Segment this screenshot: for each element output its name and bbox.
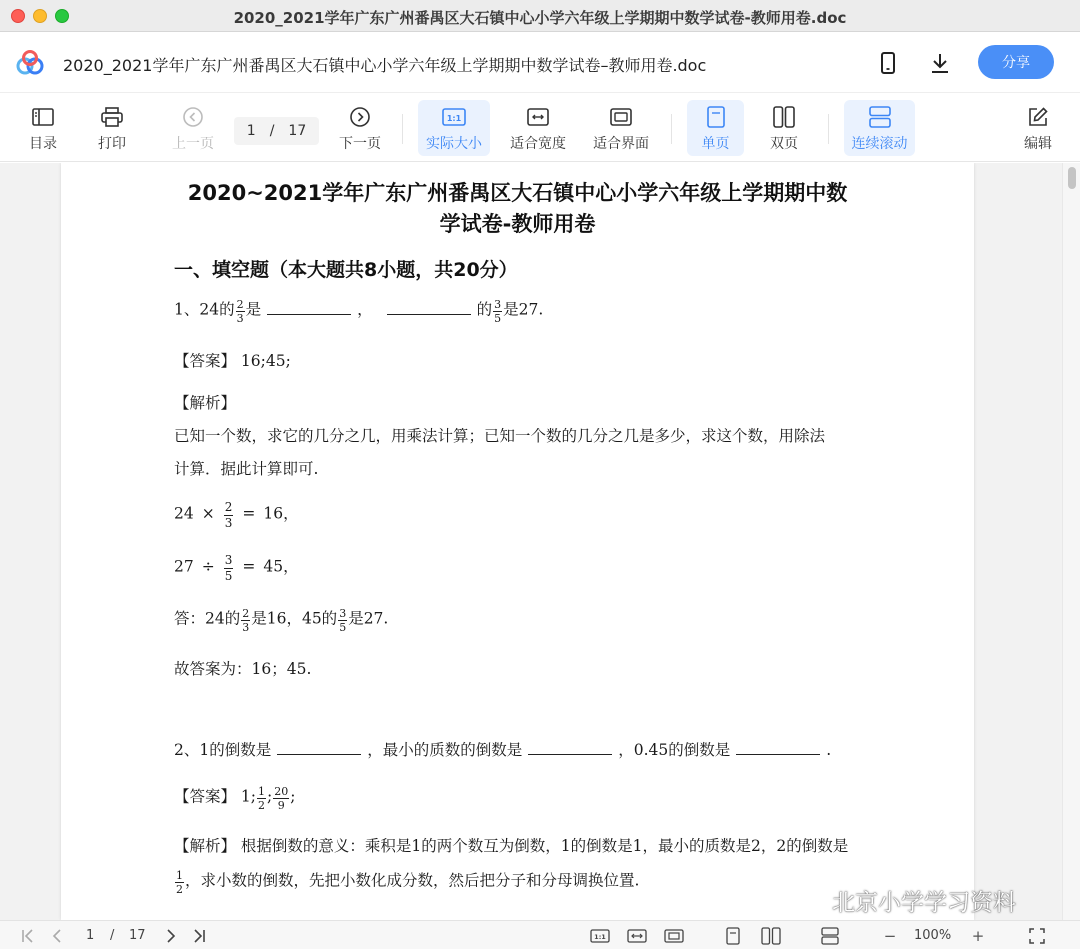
- chevron-left-circle-icon: [181, 106, 205, 128]
- fit-width-label: 适合宽度: [510, 136, 566, 152]
- prev-page-label: 上一页: [172, 136, 214, 152]
- print-button[interactable]: [90, 100, 134, 156]
- toolbar: [0, 94, 1080, 162]
- answer-blank: [387, 301, 471, 315]
- single-page-icon: [704, 106, 728, 128]
- prev-page-button[interactable]: [168, 100, 218, 156]
- app-header: [0, 33, 1080, 93]
- toolbar-divider: [828, 114, 829, 144]
- question-1-answer: 【答案】 16;45;: [174, 352, 291, 370]
- bottom-total-pages: 17: [129, 928, 146, 943]
- svg-text:1:1: 1:1: [446, 114, 462, 123]
- continuous-scroll-label: 连续滚动: [851, 136, 908, 152]
- fraction: $\frac{2}{3}$: [236, 298, 244, 325]
- zoom-in-button[interactable]: +: [971, 927, 985, 945]
- document-name: 2020_2021学年广东广州番禺区大石镇中心小学六年级上学期期中数学试卷–教师用卷.doc: [63, 56, 707, 75]
- bottom-current-page[interactable]: 1: [86, 928, 95, 943]
- fit-screen-icon[interactable]: [664, 926, 684, 946]
- last-page-icon[interactable]: [189, 926, 209, 946]
- first-page-icon[interactable]: [18, 926, 38, 946]
- app-logo-icon: [15, 50, 45, 76]
- fraction: $\frac{3}{5}$: [494, 298, 502, 325]
- watermark: [788, 884, 1016, 917]
- toc-button[interactable]: [21, 100, 65, 156]
- answer-blank: [277, 741, 361, 755]
- zoom-out-button[interactable]: −: [883, 927, 897, 945]
- answer-blank: [736, 741, 820, 755]
- answer-blank: [267, 301, 351, 315]
- calculation-2: 27 ÷ $\frac{3}{5}$ = 45，: [174, 553, 299, 583]
- zoom-level[interactable]: 100%: [914, 928, 952, 943]
- scrollbar-thumb[interactable]: [1068, 167, 1076, 189]
- continuous-scroll-icon[interactable]: [820, 926, 840, 946]
- single-page-label: 单页: [701, 136, 730, 152]
- actual-size-icon[interactable]: [590, 926, 610, 946]
- answer-blank: [528, 741, 612, 755]
- document-title-line2: 学试卷-教师用卷: [439, 212, 596, 236]
- edit-pencil-icon: [1026, 106, 1050, 128]
- double-page-button[interactable]: [757, 100, 811, 156]
- printer-icon: [100, 106, 124, 128]
- section-heading: 一、填空题（本大题共8小题，共20分）: [174, 259, 518, 281]
- total-pages: 17: [288, 123, 307, 139]
- question-1: 1、24的 $\frac{2}{3}$ 是 ， 的 $\frac{3}{5}$ 是27.: [174, 298, 544, 325]
- actual-size-label: 实际大小: [426, 136, 482, 152]
- download-icon[interactable]: [927, 50, 953, 76]
- double-page-icon: [772, 106, 796, 128]
- actual-size-button[interactable]: [418, 100, 490, 156]
- document-viewport[interactable]: [0, 163, 1080, 920]
- edit-label: 编辑: [1024, 136, 1052, 152]
- page-separator: /: [269, 123, 275, 139]
- fit-width-button[interactable]: [505, 100, 571, 156]
- svg-text:1:1: 1:1: [594, 933, 606, 941]
- double-page-icon[interactable]: [761, 926, 781, 946]
- question-2: 2、1的倒数是 ，最小的质数的倒数是 ，0.45的倒数是 .: [174, 741, 832, 759]
- document-title-line1: 2020~2021学年广东广州番禺区大石镇中心小学六年级上学期期中数: [187, 181, 848, 205]
- calculation-1: 24 × $\frac{2}{3}$ = 16，: [174, 500, 299, 530]
- next-page-label: 下一页: [339, 136, 381, 152]
- question-1-conclusion: 答：24的 $\frac{2}{3}$ 是16，45的 $\frac{3}{5}$ 是27.: [174, 607, 389, 634]
- watermark-text: 北京小学学习资料: [832, 890, 1016, 916]
- edit-button[interactable]: [1016, 100, 1060, 156]
- window-titlebar: [0, 0, 1080, 32]
- fit-width-icon[interactable]: [627, 926, 647, 946]
- next-page-icon[interactable]: [161, 926, 181, 946]
- double-page-label: 双页: [770, 136, 798, 152]
- question-2-analysis-line1: 【解析】 根据倒数的意义：乘积是1的两个数互为倒数，1的倒数是1，最小的质数是2，2的倒数是: [174, 837, 849, 855]
- chevron-right-circle-icon: [348, 106, 372, 128]
- continuous-scroll-button[interactable]: [844, 100, 915, 156]
- toc-icon: [31, 106, 55, 128]
- question-1-analysis-line1: 已知一个数，求它的几分之几，用乘法计算；已知一个数的几分之几是多少，求这个数，用除法: [174, 427, 826, 445]
- fit-screen-button[interactable]: [588, 100, 654, 156]
- toolbar-divider: [402, 114, 403, 144]
- prev-page-icon[interactable]: [47, 926, 67, 946]
- page-number-field[interactable]: [234, 117, 319, 145]
- question-2-answer: 【答案】 1; $\frac{1}{2}$ ; $\frac{20}{9}$ ;: [174, 785, 296, 812]
- fit-width-icon: [526, 106, 550, 128]
- question-1-final-answer: 故答案为：16；45.: [174, 660, 312, 678]
- vertical-scrollbar[interactable]: [1062, 163, 1080, 920]
- question-1-analysis-line2: 计算．据此计算即可.: [174, 460, 319, 478]
- fit-screen-icon: [609, 106, 633, 128]
- toolbar-divider: [671, 114, 672, 144]
- mobile-icon[interactable]: [875, 50, 901, 76]
- fit-screen-label: 适合界面: [593, 136, 649, 152]
- toc-label: 目录: [29, 136, 57, 152]
- wechat-icon: [788, 886, 826, 916]
- bottom-bar: [0, 920, 1080, 949]
- question-2-analysis-line2: $\frac{1}{2}$ ，求小数的倒数，先把小数化成分数，然后把分子和分母调换位置.: [176, 869, 640, 896]
- continuous-scroll-icon: [868, 106, 892, 128]
- document-page: [61, 163, 974, 920]
- bottom-page-separator: /: [110, 928, 115, 943]
- window-title: 2020_2021学年广东广州番禺区大石镇中心小学六年级上学期期中数学试卷-教师用卷.doc: [233, 9, 847, 27]
- print-label: 打印: [98, 136, 126, 152]
- single-page-button[interactable]: [687, 100, 744, 156]
- next-page-button[interactable]: [335, 100, 385, 156]
- actual-size-icon: [442, 106, 466, 128]
- fullscreen-icon[interactable]: [1027, 926, 1047, 946]
- single-page-icon[interactable]: [723, 926, 743, 946]
- current-page: 1: [246, 123, 256, 139]
- share-button[interactable]: 分享: [978, 45, 1054, 79]
- question-1-analysis-label: 【解析】: [174, 394, 237, 412]
